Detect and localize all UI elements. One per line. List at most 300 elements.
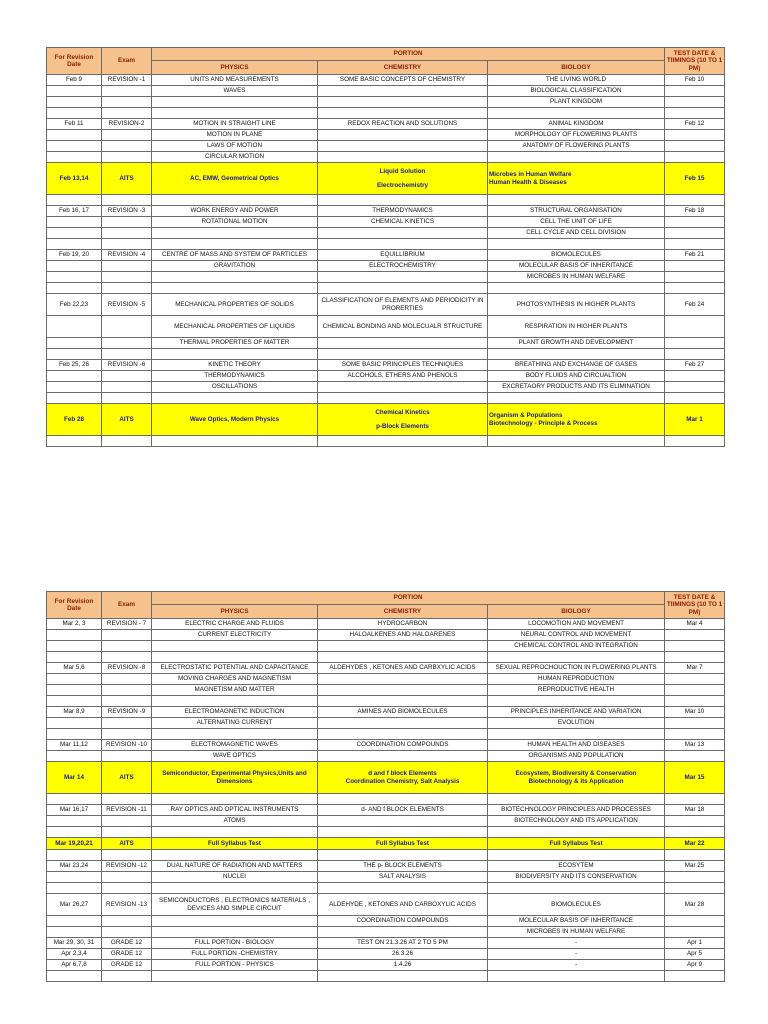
table-row — [47, 316, 725, 338]
test-date-cell — [665, 283, 725, 294]
exam-cell — [102, 652, 152, 663]
exam-cell — [102, 872, 152, 883]
test-date-cell: Mar 4 — [665, 619, 725, 630]
table-row — [47, 861, 725, 872]
table-row — [47, 960, 725, 971]
table-row — [47, 152, 725, 163]
physics-cell — [152, 729, 318, 740]
header-chemistry: CHEMISTRY — [318, 61, 488, 75]
biology-cell: MICROBES IN HUMAN WELFARE — [488, 272, 665, 283]
exam-cell: AITS — [102, 838, 152, 850]
revision-date-cell — [47, 97, 102, 108]
table-row — [47, 916, 725, 927]
table-row — [47, 850, 725, 861]
exam-cell: GRADE 12 — [102, 960, 152, 971]
physics-cell — [152, 283, 318, 294]
biology-cell: - — [488, 960, 665, 971]
test-date-cell — [665, 674, 725, 685]
test-date-cell: Mar 1 — [665, 404, 725, 436]
test-date-cell — [665, 971, 725, 982]
biology-cell: EXCRETAORY PRODUCTS AND ITS ELIMINATION — [488, 382, 665, 393]
revision-date-cell — [47, 794, 102, 805]
biology-cell: CHEMICAL CONTROL AND INTEGRATION — [488, 641, 665, 652]
physics-cell: Wave Optics, Modern Physics — [152, 404, 318, 436]
revision-date-cell: Mar 26,27 — [47, 894, 102, 916]
header-exam: Exam — [102, 48, 152, 75]
revision-date-cell — [47, 729, 102, 740]
revision-date-cell — [47, 195, 102, 206]
table-row — [47, 108, 725, 119]
biology-cell: PLANT GROWTH AND DEVELOPMENT — [488, 338, 665, 349]
test-date-cell: Feb 21 — [665, 250, 725, 261]
physics-cell — [152, 239, 318, 250]
test-date-cell — [665, 916, 725, 927]
table-row — [47, 272, 725, 283]
revision-date-cell — [47, 316, 102, 338]
exam-cell: REVISION -12 — [102, 861, 152, 872]
physics-cell — [152, 971, 318, 982]
revision-date-cell — [47, 108, 102, 119]
exam-cell — [102, 794, 152, 805]
revision-date-cell — [47, 239, 102, 250]
biology-cell — [488, 794, 665, 805]
biology-cell — [488, 108, 665, 119]
physics-cell — [152, 228, 318, 239]
chemistry-cell: Liquid Solution Electrochemistry — [318, 163, 488, 195]
biology-cell: ORGANISMS AND POPULATION — [488, 751, 665, 762]
exam-cell: AITS — [102, 163, 152, 195]
revision-date-cell: Feb 25, 26 — [47, 360, 102, 371]
chemistry-cell — [318, 338, 488, 349]
biology-cell: BIOMOLECULES — [488, 250, 665, 261]
revision-date-cell — [47, 228, 102, 239]
test-date-cell — [665, 382, 725, 393]
test-date-cell: Feb 12 — [665, 119, 725, 130]
chemistry-cell: Chemical Kinetics p-Block Elements — [318, 404, 488, 436]
header-biology: BIOLOGY — [488, 605, 665, 619]
physics-cell: WORK ENERGY AND POWER — [152, 206, 318, 217]
physics-cell: THERMODYNAMICS — [152, 371, 318, 382]
physics-cell: ROTATIONAL MOTION — [152, 217, 318, 228]
table-row — [47, 349, 725, 360]
test-date-cell — [665, 338, 725, 349]
header-biology: BIOLOGY — [488, 61, 665, 75]
exam-cell: REVISION -11 — [102, 805, 152, 816]
chemistry-cell — [318, 393, 488, 404]
biology-cell: THE LIVING WORLD — [488, 75, 665, 86]
header-test-date: TEST DATE & TIIMINGS (10 TO 1 PM) — [665, 592, 725, 619]
physics-cell: RAY OPTICS AND OPTICAL INSTRUMENTS — [152, 805, 318, 816]
exam-cell — [102, 641, 152, 652]
physics-cell: AC, EMW, Geometrical Optics — [152, 163, 318, 195]
table-row — [47, 130, 725, 141]
chemistry-cell — [318, 97, 488, 108]
revision-date-cell: Mar 5,6 — [47, 663, 102, 674]
biology-cell — [488, 393, 665, 404]
exam-cell — [102, 371, 152, 382]
exam-cell: REVISION -8 — [102, 663, 152, 674]
revision-date-cell — [47, 718, 102, 729]
chemistry-cell — [318, 696, 488, 707]
exam-cell — [102, 696, 152, 707]
revision-date-cell: Feb 16, 17 — [47, 206, 102, 217]
table-row — [47, 751, 725, 762]
exam-cell — [102, 436, 152, 447]
physics-cell: CURRENT ELECTRICITY — [152, 630, 318, 641]
table-row — [47, 228, 725, 239]
exam-cell — [102, 338, 152, 349]
test-date-cell: Mar 25 — [665, 861, 725, 872]
chemistry-cell: ALDEHYDE , KETONES AND CARBOXYLIC ACIDS — [318, 894, 488, 916]
table-row — [47, 360, 725, 371]
chemistry-cell: ALDEHYDES , KETONES AND CARBXYLIC ACIDS — [318, 663, 488, 674]
test-date-cell: Mar 10 — [665, 707, 725, 718]
exam-cell — [102, 630, 152, 641]
highlighted-row — [47, 404, 725, 436]
revision-schedule-table-2 — [46, 591, 725, 982]
physics-cell — [152, 97, 318, 108]
physics-cell: SEMICONDUCTORS , ELECTRONICS MATERIALS , DEVICES AND SIMPLE CIRCUIT — [152, 894, 318, 916]
chemistry-cell: TEST ON 21.3.26 AT 2 TO 5 PM — [318, 938, 488, 949]
revision-date-cell — [47, 872, 102, 883]
table-row — [47, 674, 725, 685]
table-row — [47, 729, 725, 740]
physics-cell: DUAL NATURE OF RADIATION AND MATTERS — [152, 861, 318, 872]
chemistry-cell — [318, 794, 488, 805]
test-date-cell — [665, 316, 725, 338]
biology-cell: BIODIVERSITY AND ITS CONSERVATION — [488, 872, 665, 883]
test-date-cell — [665, 261, 725, 272]
biology-cell — [488, 349, 665, 360]
revision-date-cell — [47, 850, 102, 861]
physics-cell: MAGNETISM AND MATTER — [152, 685, 318, 696]
highlighted-row — [47, 762, 725, 794]
table-row — [47, 630, 725, 641]
biology-cell: Ecosystem, Biodiversity & Conservation Biotechnology & its Application — [488, 762, 665, 794]
table-row — [47, 971, 725, 982]
physics-cell: LAWS OF MOTION — [152, 141, 318, 152]
biology-cell: BODY FLUIDS AND CIRCUALTION — [488, 371, 665, 382]
chemistry-cell — [318, 130, 488, 141]
revision-date-cell — [47, 436, 102, 447]
biology-cell: PLANT KINGDOM — [488, 97, 665, 108]
test-date-cell — [665, 816, 725, 827]
test-date-cell: Mar 15 — [665, 762, 725, 794]
revision-date-cell — [47, 916, 102, 927]
test-date-cell: Feb 10 — [665, 75, 725, 86]
revision-date-cell: Mar 11,12 — [47, 740, 102, 751]
table-row — [47, 393, 725, 404]
physics-cell: FULL PORTION -CHEMISTRY — [152, 949, 318, 960]
exam-cell — [102, 718, 152, 729]
chemistry-cell: SALT ANALYSIS — [318, 872, 488, 883]
revision-date-cell: Feb 11 — [47, 119, 102, 130]
physics-cell — [152, 883, 318, 894]
revision-date-cell — [47, 827, 102, 838]
exam-cell: REVISION -4 — [102, 250, 152, 261]
biology-cell: Microbes in Human Welfare Human Health & Diseases — [488, 163, 665, 195]
exam-cell: REVISION -1 — [102, 75, 152, 86]
physics-cell: CIRCULAR MOTION — [152, 152, 318, 163]
test-date-cell — [665, 86, 725, 97]
physics-cell: ELECTROMAGNETIC WAVES — [152, 740, 318, 751]
exam-cell — [102, 971, 152, 982]
table-row — [47, 872, 725, 883]
biology-cell — [488, 436, 665, 447]
table-row — [47, 294, 725, 316]
biology-cell: MICROBES IN HUMAN WELFARE — [488, 927, 665, 938]
revision-date-cell — [47, 674, 102, 685]
biology-cell: ECOSYTEM — [488, 861, 665, 872]
physics-cell: UNITS AND MEASUREMENTS — [152, 75, 318, 86]
chemistry-cell — [318, 883, 488, 894]
chemistry-cell: 1.4.26 — [318, 960, 488, 971]
revision-date-cell — [47, 641, 102, 652]
revision-date-cell: Feb 9 — [47, 75, 102, 86]
exam-cell: REVISION -6 — [102, 360, 152, 371]
chemistry-cell — [318, 718, 488, 729]
header-portion: PORTION — [152, 48, 665, 61]
revision-date-cell — [47, 927, 102, 938]
exam-cell: REVISION -5 — [102, 294, 152, 316]
header-test-date: TEST DATE & TIIMINGS (10 TO 1 PM) — [665, 48, 725, 75]
physics-cell — [152, 696, 318, 707]
chemistry-cell — [318, 927, 488, 938]
test-date-cell — [665, 371, 725, 382]
biology-cell: BIOTECHNOLOGY AND ITS APPLICATION — [488, 816, 665, 827]
biology-cell: HUMAN REPRODUCTION — [488, 674, 665, 685]
physics-cell — [152, 195, 318, 206]
physics-cell: NUCLEI — [152, 872, 318, 883]
chemistry-cell: HYDROCARBON — [318, 619, 488, 630]
exam-cell — [102, 228, 152, 239]
biology-cell — [488, 283, 665, 294]
biology-cell: PHOTOSYNTHESIS IN HIGHER PLANTS — [488, 294, 665, 316]
chemistry-cell: Full Syllabus Test — [318, 838, 488, 850]
revision-date-cell: Mar 8,9 — [47, 707, 102, 718]
table-row — [47, 86, 725, 97]
exam-cell — [102, 130, 152, 141]
biology-cell — [488, 883, 665, 894]
biology-cell: MOLECULAR BASIS OF INHERITANCE — [488, 261, 665, 272]
table-row — [47, 927, 725, 938]
header-portion: PORTION — [152, 592, 665, 605]
biology-cell — [488, 729, 665, 740]
revision-date-cell — [47, 130, 102, 141]
exam-cell: REVISION -13 — [102, 894, 152, 916]
revision-date-cell — [47, 971, 102, 982]
physics-cell — [152, 436, 318, 447]
exam-cell: GRADE 12 — [102, 949, 152, 960]
revision-date-cell — [47, 652, 102, 663]
biology-cell: SEXUAL REPROCHOUCTION IN FLOWERING PLANTS — [488, 663, 665, 674]
biology-cell — [488, 152, 665, 163]
biology-cell: NEURAL CONTROL AND MOVEMENT — [488, 630, 665, 641]
table-row — [47, 436, 725, 447]
revision-date-cell — [47, 349, 102, 360]
chemistry-cell — [318, 729, 488, 740]
chemistry-cell: CLASSIFICATION OF ELEMENTS AND PERIODICITY IN PRORERTIES — [318, 294, 488, 316]
chemistry-cell: EQUILLIBRIUM — [318, 250, 488, 261]
table-row — [47, 652, 725, 663]
biology-cell: CELL CYCLE AND CELL DIVISION — [488, 228, 665, 239]
table-row — [47, 75, 725, 86]
chemistry-cell — [318, 751, 488, 762]
header-revision-date: For Revision Date — [47, 48, 102, 75]
chemistry-cell: ALCOHOLS, ETHERS AND PHENOLS — [318, 371, 488, 382]
physics-cell — [152, 393, 318, 404]
table-row — [47, 371, 725, 382]
revision-date-cell — [47, 685, 102, 696]
test-date-cell — [665, 729, 725, 740]
revision-date-cell — [47, 382, 102, 393]
test-date-cell — [665, 630, 725, 641]
biology-cell: MOLECULAR BASIS OF INHERITANCE — [488, 916, 665, 927]
exam-cell — [102, 283, 152, 294]
biology-cell: - — [488, 938, 665, 949]
test-date-cell: Feb 18 — [665, 206, 725, 217]
biology-cell: BIOMOLECULES — [488, 894, 665, 916]
exam-cell — [102, 674, 152, 685]
test-date-cell — [665, 872, 725, 883]
exam-cell — [102, 927, 152, 938]
biology-cell — [488, 696, 665, 707]
physics-cell: FULL PORTION - BIOLOGY — [152, 938, 318, 949]
exam-cell — [102, 152, 152, 163]
biology-cell: ANIMAL KINGDOM — [488, 119, 665, 130]
test-date-cell — [665, 349, 725, 360]
chemistry-cell: THERMODYNAMICS — [318, 206, 488, 217]
physics-cell — [152, 850, 318, 861]
physics-cell: ATOMS — [152, 816, 318, 827]
table-row — [47, 938, 725, 949]
test-date-cell — [665, 108, 725, 119]
table-row — [47, 685, 725, 696]
test-date-cell — [665, 685, 725, 696]
revision-date-cell: Mar 2, 3 — [47, 619, 102, 630]
exam-cell: AITS — [102, 404, 152, 436]
test-date-cell — [665, 436, 725, 447]
biology-cell: PRINCIPLES INHERITANCE AND VARIATION — [488, 707, 665, 718]
test-date-cell — [665, 217, 725, 228]
chemistry-cell — [318, 382, 488, 393]
physics-cell: Semiconductor, Experimental Physics,Units and Dimensions — [152, 762, 318, 794]
exam-cell — [102, 685, 152, 696]
revision-date-cell — [47, 217, 102, 228]
revision-date-cell: Mar 14 — [47, 762, 102, 794]
chemistry-cell: 26.3.26 — [318, 949, 488, 960]
physics-cell — [152, 927, 318, 938]
test-date-cell — [665, 927, 725, 938]
chemistry-cell: THE p- BLOCK ELEMENTS — [318, 861, 488, 872]
test-date-cell — [665, 751, 725, 762]
biology-cell: STRUCTURAL ORGANISATION — [488, 206, 665, 217]
test-date-cell: Apr 5 — [665, 949, 725, 960]
chemistry-cell — [318, 141, 488, 152]
exam-cell — [102, 850, 152, 861]
table-row — [47, 827, 725, 838]
physics-cell: GRAVITATION — [152, 261, 318, 272]
chemistry-cell — [318, 349, 488, 360]
physics-cell: FULL PORTION - PHYSICS — [152, 960, 318, 971]
table-row — [47, 949, 725, 960]
test-date-cell — [665, 272, 725, 283]
exam-cell — [102, 97, 152, 108]
physics-cell: MOVING CHARGES AND MAGNETISM — [152, 674, 318, 685]
revision-date-cell: Feb 22,23 — [47, 294, 102, 316]
table-row — [47, 382, 725, 393]
exam-cell — [102, 729, 152, 740]
chemistry-cell — [318, 239, 488, 250]
test-date-cell — [665, 152, 725, 163]
chemistry-cell — [318, 816, 488, 827]
exam-cell — [102, 883, 152, 894]
revision-date-cell — [47, 816, 102, 827]
exam-cell — [102, 827, 152, 838]
physics-cell — [152, 272, 318, 283]
chemistry-cell — [318, 652, 488, 663]
chemistry-cell — [318, 685, 488, 696]
exam-cell: REVISION - 7 — [102, 619, 152, 630]
revision-date-cell — [47, 272, 102, 283]
chemistry-cell: SOME BASIC PRINCIPLES TECHNIQUES — [318, 360, 488, 371]
revision-date-cell: Mar 16,17 — [47, 805, 102, 816]
chemistry-cell — [318, 283, 488, 294]
table-row — [47, 707, 725, 718]
chemistry-cell — [318, 674, 488, 685]
revision-date-cell — [47, 152, 102, 163]
table-row — [47, 894, 725, 916]
chemistry-cell — [318, 436, 488, 447]
biology-cell — [488, 239, 665, 250]
revision-date-cell: Mar 29, 30, 31 — [47, 938, 102, 949]
chemistry-cell — [318, 850, 488, 861]
chemistry-cell — [318, 641, 488, 652]
revision-date-cell — [47, 630, 102, 641]
biology-cell — [488, 971, 665, 982]
biology-cell: MORPHOLOGY OF FLOWERING PLANTS — [488, 130, 665, 141]
biology-cell: RESPIRATION IN HIGHER PLANTS — [488, 316, 665, 338]
header-exam: Exam — [102, 592, 152, 619]
chemistry-cell: COORDINATION COMPOUNDS — [318, 740, 488, 751]
exam-cell — [102, 816, 152, 827]
chemistry-cell — [318, 195, 488, 206]
test-date-cell — [665, 641, 725, 652]
chemistry-cell: CHEMICAL KINETICS — [318, 217, 488, 228]
chemistry-cell: REDOX REACTION AND SOLUTIONS — [318, 119, 488, 130]
revision-date-cell — [47, 883, 102, 894]
exam-cell: AITS — [102, 762, 152, 794]
biology-cell: CELL THE UNIT OF LIFE — [488, 217, 665, 228]
biology-cell: Full Syllabus Test — [488, 838, 665, 850]
exam-cell — [102, 86, 152, 97]
biology-cell — [488, 850, 665, 861]
header-physics: PHYSICS — [152, 605, 318, 619]
table-row — [47, 663, 725, 674]
revision-date-cell: Mar 19,20,21 — [47, 838, 102, 850]
exam-cell: REVISION -10 — [102, 740, 152, 751]
exam-cell — [102, 751, 152, 762]
test-date-cell — [665, 827, 725, 838]
exam-cell — [102, 272, 152, 283]
revision-date-cell: Mar 23,24 — [47, 861, 102, 872]
test-date-cell: Mar 22 — [665, 838, 725, 850]
exam-cell — [102, 141, 152, 152]
exam-cell — [102, 195, 152, 206]
biology-cell — [488, 827, 665, 838]
test-date-cell — [665, 718, 725, 729]
chemistry-cell — [318, 228, 488, 239]
